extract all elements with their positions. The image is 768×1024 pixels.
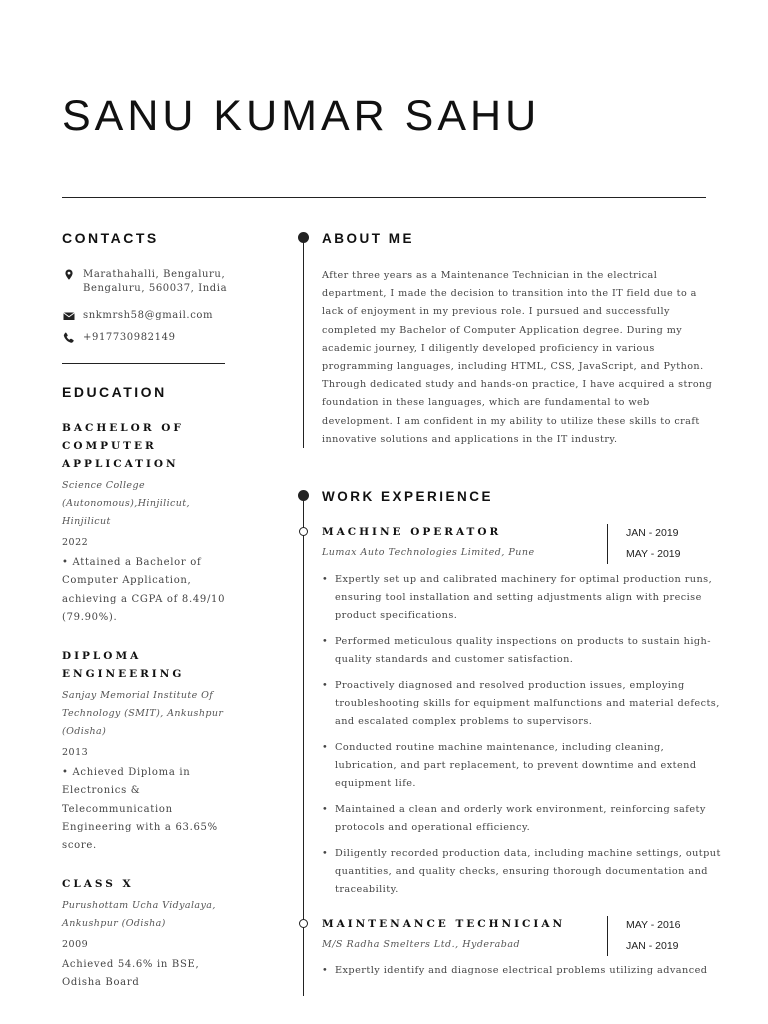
- list-item: • Maintained a clean and orderly work environment, reinforcing safety protocols and operational efficiency.: [322, 801, 734, 837]
- degree-title: BACHELOR OF COMPUTER APPLICATION: [62, 422, 184, 470]
- education-description: Achieved 54.6% in BSE, Odisha Board: [62, 959, 200, 989]
- resume-name: SANU KUMAR SAHU: [62, 92, 541, 140]
- header-divider: [62, 197, 706, 198]
- date-end: JAN - 2019: [626, 940, 679, 952]
- contacts-section: [62, 230, 232, 246]
- address-line-1: Marathahalli, Bengaluru,: [83, 269, 226, 280]
- address-line-2: Bengaluru, 560037, India: [83, 283, 228, 294]
- job-dates: [626, 523, 680, 565]
- date-start: JAN - 2019: [626, 527, 679, 539]
- degree-title: DIPLOMA ENGINEERING: [62, 650, 185, 680]
- list-item: • Expertly identify and diagnose electrical problems utilizing advanced: [322, 962, 734, 980]
- experience-heading-wrap: [322, 489, 730, 504]
- list-item: • Diligently recorded production data, including machine settings, output quantities, and quality checks, ensuring thorough documentation and traceability.: [322, 845, 734, 899]
- job-company: M/S Radha Smelters Ltd., Hyderabad: [322, 939, 521, 950]
- date-divider: [607, 524, 608, 564]
- job-dates: [626, 915, 680, 957]
- contacts-divider: [62, 363, 225, 364]
- list-item: • Expertly set up and calibrated machinery for optimal production runs, ensuring tool installation and setting adjustments align with precise product specifications.: [322, 571, 734, 625]
- list-item: • Conducted routine machine maintenance, including cleaning, lubrication, and part replacement, to prevent downtime and extend equipment life.: [322, 739, 734, 793]
- job-header: [322, 526, 612, 558]
- list-item: • Performed meticulous quality inspections on products to sustain high- quality standards and customer satisfaction.: [322, 633, 734, 669]
- email-text[interactable]: snkmrsh58@gmail.com: [83, 310, 214, 321]
- job-header: [322, 918, 612, 950]
- education-description: • Achieved Diploma in Electronics & Telecommunication Engineering with a 63.65% score.: [62, 767, 218, 852]
- list-item: • Proactively diagnosed and resolved production issues, employing troubleshooting skills for equipment malfunctions and material defects, and escalated complex problems to supervisors.: [322, 677, 734, 731]
- job-bullets: [322, 571, 734, 907]
- education-item: [62, 647, 237, 855]
- job-title: MACHINE OPERATOR: [322, 526, 502, 538]
- about-text: After three years as a Maintenance Technician in the electrical department, I made the decision to transition into the IT field due to a lack of enjoyment in my previous role. I pursued and successfully completed my Bachelor of Computer Application degree. During my academic journey, I diligently developed proficiency in various programming languages, including HTML, CSS, JavaScript, and Python. Through dedicated study and hands-on practice, I have acquired a strong foundation in these languages, which are fundamental to web development. I am confident in my ability to utilize these skills to craft innovative solutions and applications in the IT industry.: [322, 270, 713, 445]
- institution-name: Science College (Autonomous),Hinjilicut, Hinjilicut: [62, 480, 190, 527]
- education-year: 2009: [62, 939, 89, 950]
- experience-heading: WORK EXPERIENCE: [322, 489, 494, 504]
- email-row: [62, 309, 242, 323]
- contacts-heading: CONTACTS: [62, 230, 159, 246]
- job-timeline-dot: [299, 919, 308, 928]
- location-pin-icon: [62, 268, 76, 282]
- about-timeline-line: [303, 238, 304, 448]
- job-bullets: [322, 962, 734, 988]
- education-description: • Attained a Bachelor of Computer Application, achieving a CGPA of 8.49/10 (79.90%).: [62, 557, 226, 623]
- institution-name: Purushottam Ucha Vidyalaya, Ankushpur (Odisha): [62, 900, 216, 929]
- education-item: [62, 875, 237, 993]
- about-timeline-dot: [298, 232, 309, 243]
- education-year: 2013: [62, 747, 89, 758]
- institution-name: Sanjay Memorial Institute Of Technology (SMIT), Ankushpur (Odisha): [62, 690, 224, 737]
- about-section: [322, 231, 730, 449]
- phone-icon: [62, 331, 76, 345]
- experience-timeline-dot: [298, 490, 309, 501]
- date-divider: [607, 916, 608, 956]
- job-timeline-dot: [299, 527, 308, 536]
- education-heading: EDUCATION: [62, 384, 167, 400]
- degree-title: CLASS X: [62, 878, 134, 890]
- job-title: MAINTENANCE TECHNICIAN: [322, 918, 566, 930]
- job-company: Lumax Auto Technologies Limited, Pune: [322, 547, 535, 558]
- education-year: 2022: [62, 537, 89, 548]
- about-heading: ABOUT ME: [322, 231, 414, 246]
- date-end: MAY - 2019: [626, 548, 681, 560]
- address-row: [62, 268, 242, 296]
- phone-text[interactable]: +917730982149: [83, 332, 176, 343]
- date-start: MAY - 2016: [626, 919, 681, 931]
- education-item: [62, 419, 237, 627]
- phone-row: [62, 331, 242, 345]
- envelope-icon: [62, 309, 76, 323]
